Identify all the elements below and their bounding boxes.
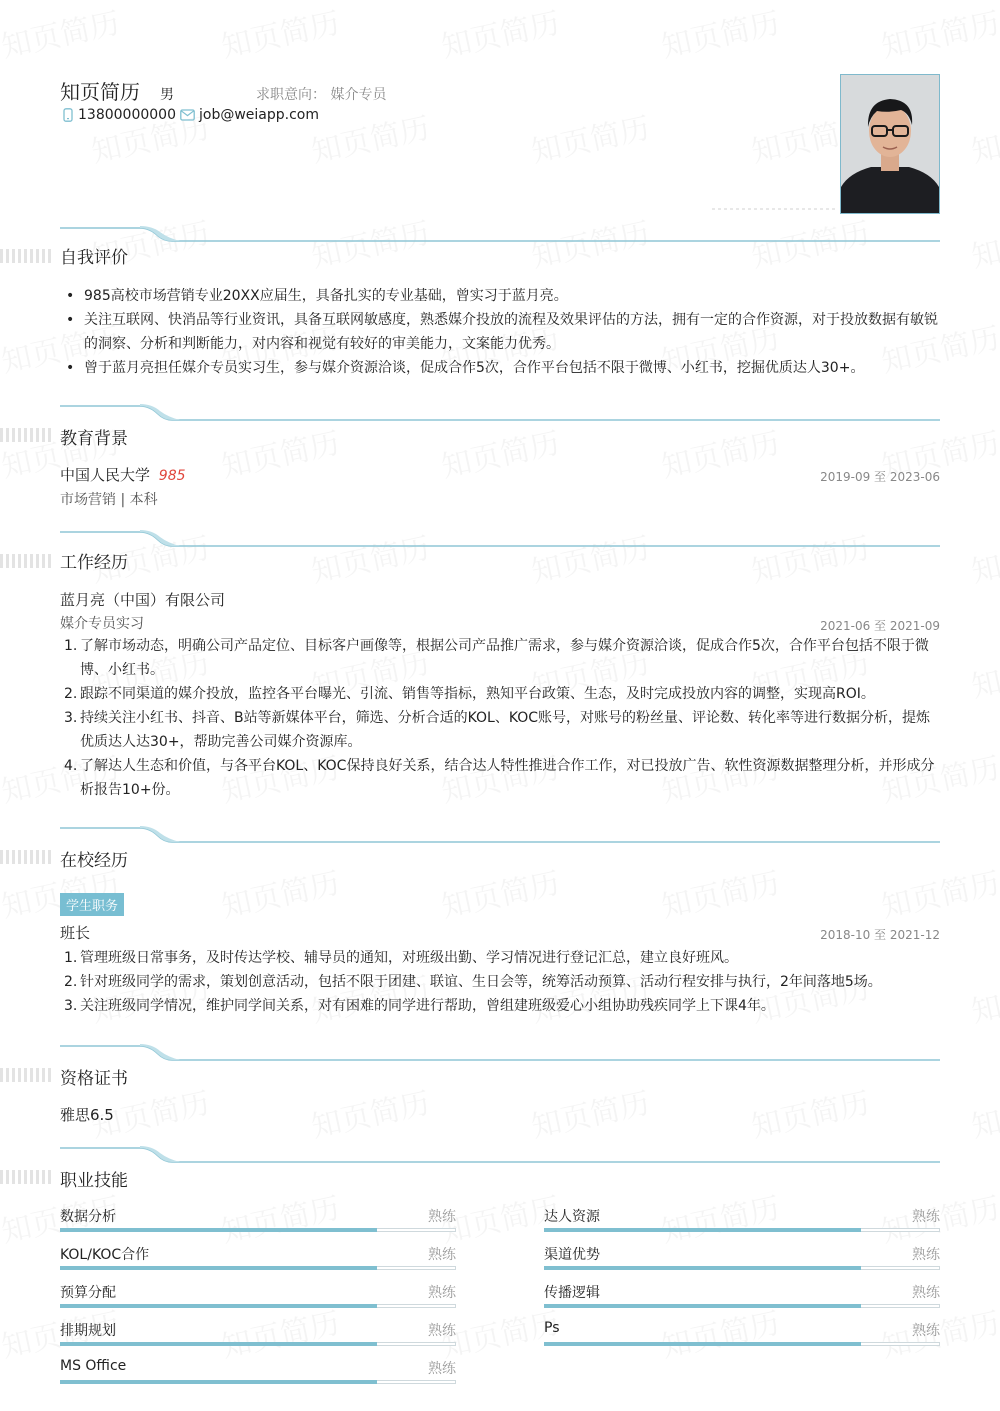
skill-level: 熟练	[428, 1361, 456, 1377]
skill-bar-fill	[60, 1342, 377, 1346]
work-role: 媒介专员实习	[60, 616, 144, 632]
job-intent-label: 求职意向：	[256, 87, 326, 103]
list-item: • 关注互联网、快消品等行业资讯，具备互联网敏感度，熟悉媒介投放的流程及效果评估的方法，拥有一定的合作资源，对于投放数据有敏锐的洞察、分析和判断能力，对内容和视觉有较好的审美能力，文案能力优秀。	[60, 308, 940, 356]
skill-bar-fill	[544, 1304, 861, 1308]
skill-name: KOL/KOC合作	[60, 1247, 150, 1263]
skill-name: 传播逻辑	[544, 1285, 600, 1301]
section-header-certs	[0, 1030, 1000, 1090]
education-date: 2019-09 至 2023-06	[820, 470, 940, 484]
skill-bar-fill	[60, 1266, 377, 1270]
major-degree: 市场营销 | 本科	[60, 492, 158, 508]
skill-level: 熟练	[428, 1247, 456, 1263]
skill-level: 熟练	[912, 1323, 940, 1339]
skill-item	[544, 1282, 940, 1312]
skill-item	[544, 1320, 940, 1350]
list-item: 3. 关注班级同学情况，维护同学间关系，对有困难的同学进行帮助，曾组建班级爱心小组协助残疾同学上下课4年。	[64, 998, 775, 1014]
section-title: 工作经历	[60, 553, 128, 573]
email-address: job@weiapp.com	[199, 107, 319, 123]
skill-level: 熟练	[912, 1247, 940, 1263]
job-intent	[256, 84, 386, 104]
email-contact	[180, 107, 319, 123]
skill-name: 排期规划	[60, 1323, 116, 1339]
skill-bar-fill	[544, 1228, 861, 1232]
self-eval-list	[60, 284, 940, 380]
school-name	[60, 463, 186, 488]
list-item: 2. 针对班级同学的需求，策划创意活动，包括不限于团建、联谊、生日会等，统筹活动预算、活动行程安排与执行，2年间落地5场。	[64, 974, 882, 990]
skill-name: 数据分析	[60, 1209, 116, 1225]
skill-level: 熟练	[428, 1209, 456, 1225]
skill-item	[544, 1244, 940, 1274]
skill-name: 达人资源	[544, 1209, 600, 1225]
skill-bar-fill	[544, 1342, 861, 1346]
skill-bar-fill	[60, 1228, 377, 1232]
skill-item	[60, 1244, 456, 1274]
skill-name: 预算分配	[60, 1285, 116, 1301]
job-intent-value: 媒介专员	[330, 87, 387, 103]
campus-role: 班长	[60, 924, 91, 942]
skill-item	[60, 1358, 456, 1388]
company-name: 蓝月亮（中国）有限公司	[60, 591, 226, 609]
section-header-work	[0, 520, 1000, 580]
skill-name: 渠道优势	[544, 1247, 600, 1263]
skill-level: 熟练	[428, 1285, 456, 1301]
work-date: 2021-06 至 2021-09	[820, 619, 940, 633]
section-divider	[0, 1132, 1000, 1192]
section-header-education	[0, 390, 1000, 450]
list-item: 4. 了解达人生态和价值，与各平台KOL、KOC保持良好关系，结合达人特性推进合作工作，对已投放广告、软性资源数据整理分析，并形成分析报告10+份。	[64, 758, 935, 798]
skill-bar-fill	[544, 1266, 861, 1270]
section-divider	[0, 390, 1000, 450]
section-divider	[0, 208, 1000, 268]
section-divider	[0, 812, 1000, 872]
candidate-name: 知页简历	[60, 80, 140, 104]
section-divider	[0, 1030, 1000, 1090]
cert-text: 雅思6.5	[60, 1106, 114, 1124]
campus-duties-list	[60, 946, 940, 1018]
skill-level: 熟练	[912, 1285, 940, 1301]
skill-level: 熟练	[912, 1209, 940, 1225]
list-item: 2. 跟踪不同渠道的媒介投放，监控各平台曝光、引流、销售等指标，熟知平台政策、生态，及时完成投放内容的调整，实现高ROI。	[64, 686, 875, 702]
skill-bar-fill	[60, 1380, 377, 1384]
section-header-campus	[0, 812, 1000, 872]
campus-date: 2018-10 至 2021-12	[820, 928, 940, 942]
section-title: 自我评价	[60, 248, 128, 268]
skill-name: Ps	[544, 1320, 560, 1336]
skill-item	[544, 1206, 940, 1236]
school-name-text: 中国人民大学	[60, 466, 151, 484]
phone-contact	[62, 107, 176, 123]
section-title: 教育背景	[60, 429, 128, 449]
skill-item	[60, 1320, 456, 1350]
phone-icon	[62, 108, 74, 122]
list-item: • 曾于蓝月亮担任媒介专员实习生，参与媒介资源洽谈，促成合作5次，合作平台包括不限于微博、小红书，挖掘优质达人30+。	[60, 356, 940, 380]
section-title: 职业技能	[60, 1171, 128, 1191]
list-item: 3. 持续关注小红书、抖音、B站等新媒体平台，筛选、分析合适的KOL、KOC账号，对账号的粉丝量、评论数、转化率等进行数据分析，提炼优质达人达30+，帮助完善公司媒介资源库。	[64, 710, 931, 750]
phone-number: 13800000000	[78, 107, 176, 123]
skill-level: 熟练	[428, 1323, 456, 1339]
list-item: 1. 了解市场动态，明确公司产品定位、目标客户画像等，根据公司产品推广需求，参与媒介资源洽谈，促成合作5次，合作平台包括不限于微博、小红书。	[64, 638, 929, 678]
section-title: 资格证书	[60, 1069, 128, 1089]
section-title: 在校经历	[60, 851, 128, 871]
section-header-skills	[0, 1132, 1000, 1192]
student-role-tag: 学生职务	[60, 893, 124, 916]
portrait-image	[841, 75, 939, 213]
section-header-self-eval	[0, 208, 1000, 268]
section-divider	[0, 520, 1000, 580]
school-badge: 985	[158, 468, 186, 484]
skill-name: MS Office	[60, 1358, 127, 1374]
candidate-gender: 男	[160, 87, 174, 103]
list-item: • 985高校市场营销专业20XX应届生，具备扎实的专业基础，曾实习于蓝月亮。	[60, 284, 940, 308]
skill-item	[60, 1206, 456, 1236]
profile-photo	[840, 74, 940, 214]
work-duties-list	[60, 634, 940, 802]
email-icon	[180, 109, 195, 121]
skill-item	[60, 1282, 456, 1312]
skill-bar-fill	[60, 1304, 377, 1308]
list-item: 1. 管理班级日常事务，及时传达学校、辅导员的通知，对班级出勤、学习情况进行登记汇总，建立良好班风。	[64, 950, 738, 966]
